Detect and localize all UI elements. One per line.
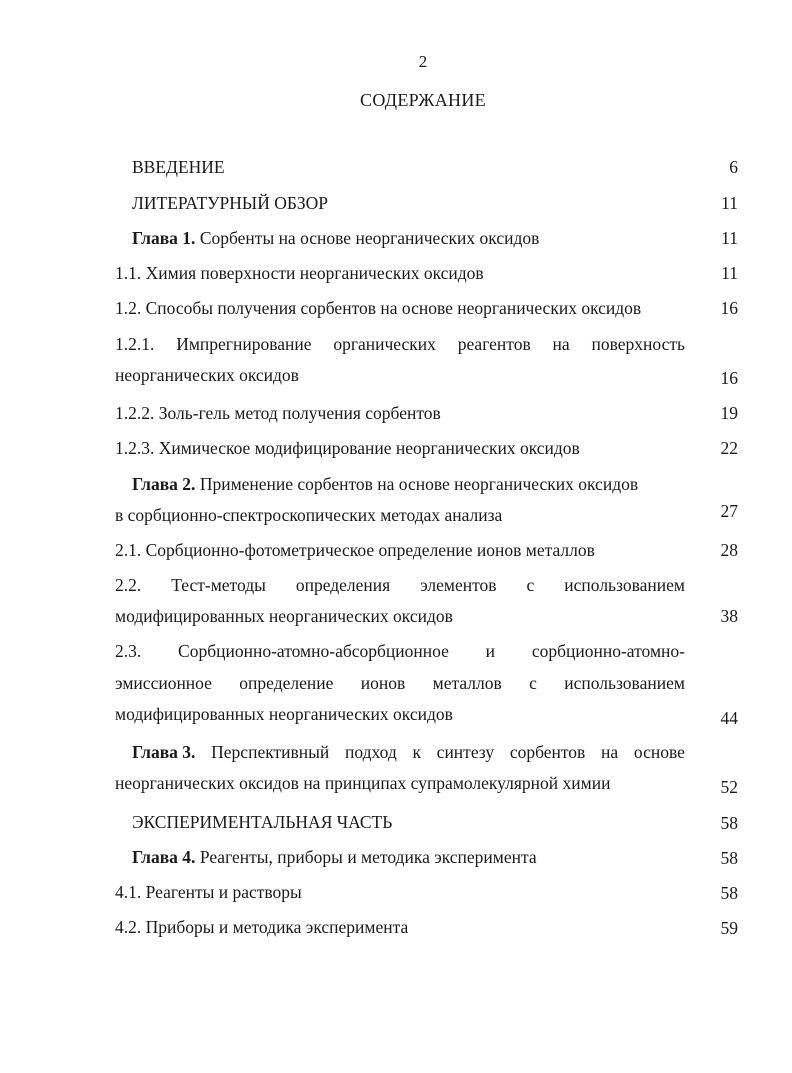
chapter-label: Глава 2. xyxy=(132,474,196,494)
toc-word: сорбционно-атомно- xyxy=(531,641,685,661)
toc-entry-section-2-2 xyxy=(115,574,685,596)
toc-word: металлов xyxy=(432,673,502,693)
toc-page: 6 xyxy=(729,157,738,177)
chapter-title: Применение сорбентов на основе неорганических оксидов xyxy=(195,474,639,494)
chapter-label: Глава 1. xyxy=(132,228,196,248)
chapter-label: Глава 4. xyxy=(132,847,196,867)
toc-word: Перспективный xyxy=(211,742,330,762)
toc-continuation: модифицированных неорганических оксидов xyxy=(115,704,453,724)
toc-entry-chapter-3 xyxy=(132,741,685,763)
chapter-title: Реагенты, приборы и методика эксперимента xyxy=(195,847,537,867)
toc-entry-section-1-2-3: 1.2.3. Химическое модифицирование неорганических оксидов xyxy=(115,438,580,458)
toc-entry-section-1-2-2: 1.2.2. Золь-гель метод получения сорбентов xyxy=(115,403,441,423)
toc-page: 11 xyxy=(721,228,738,248)
toc-page: 38 xyxy=(720,606,738,626)
toc-page: 52 xyxy=(720,777,738,797)
toc-word: реагентов xyxy=(457,334,531,354)
toc-entry-section-2-3 xyxy=(115,640,685,662)
toc-page: 59 xyxy=(720,918,738,938)
toc-word: сорбентов xyxy=(509,742,586,762)
chapter-label: Глава 3. xyxy=(132,742,196,762)
toc-page: 16 xyxy=(720,368,738,388)
toc-entry-section-1-2-1 xyxy=(115,333,685,355)
toc-word: элементов xyxy=(420,575,497,595)
toc-word: 2.3. xyxy=(115,641,142,661)
toc-word: ионов xyxy=(360,673,406,693)
toc-word: определения xyxy=(295,575,391,595)
toc-page: 58 xyxy=(720,848,738,868)
toc-entry-section-1-1: 1.1. Химия поверхности неорганических оксидов xyxy=(115,263,484,283)
toc-page: 58 xyxy=(720,813,738,833)
toc-word: на xyxy=(601,742,619,762)
toc-entry-literature-review: ЛИТЕРАТУРНЫЙ ОБЗОР xyxy=(132,193,329,213)
toc-word: синтезу xyxy=(436,742,495,762)
toc-entry-chapter-4 xyxy=(132,846,685,868)
toc-word: поверхность xyxy=(591,334,685,354)
toc-entry-chapter-2 xyxy=(132,473,685,495)
toc-word: эмиссионное xyxy=(115,673,212,693)
toc-word: и xyxy=(485,641,496,661)
toc-continuation: в сорбционно-спектроскопических методах анализа xyxy=(115,505,503,525)
toc-word: 2.2. xyxy=(115,575,142,595)
toc-entry-section-1-2: 1.2. Способы получения сорбентов на основе неорганических оксидов xyxy=(115,298,642,318)
toc-word: органических xyxy=(333,334,436,354)
toc-entry-experimental-part: ЭКСПЕРИМЕНТАЛЬНАЯ ЧАСТЬ xyxy=(132,812,393,832)
toc-word: на xyxy=(552,334,570,354)
page-number: 2 xyxy=(418,52,428,71)
toc-continuation: неорганических оксидов xyxy=(115,365,299,385)
toc-word: с xyxy=(529,673,537,693)
toc-page: 11 xyxy=(721,263,738,283)
toc-entry-chapter-1 xyxy=(132,227,685,249)
toc-page: 11 xyxy=(721,193,738,213)
toc-page: 19 xyxy=(720,403,738,423)
toc-entry-introduction: ВВЕДЕНИЕ xyxy=(132,157,225,177)
toc-word: с xyxy=(526,575,535,595)
toc-word: использованием xyxy=(564,673,685,693)
toc-word: использованием xyxy=(564,575,685,595)
toc-word: Импрегнирование xyxy=(176,334,312,354)
toc-page: 27 xyxy=(720,501,738,521)
toc-page: 58 xyxy=(720,883,738,903)
toc-word: определение xyxy=(239,673,334,693)
chapter-title: Сорбенты на основе неорганических оксидов xyxy=(195,228,540,248)
toc-continuation xyxy=(115,672,685,694)
toc-word: подход xyxy=(344,742,397,762)
toc-page: 16 xyxy=(720,298,738,318)
toc-word: Сорбционно-атомно-абсорбционное xyxy=(178,641,449,661)
toc-word: 1.2.1. xyxy=(115,334,155,354)
toc-page: 22 xyxy=(720,438,738,458)
toc-continuation: неорганических оксидов на принципах супрамолекулярной химии xyxy=(115,773,611,793)
toc-entry-section-4-1: 4.1. Реагенты и растворы xyxy=(115,882,302,902)
toc-entry-section-2-1: 2.1. Сорбционно-фотометрическое определение ионов металлов xyxy=(115,540,595,560)
toc-page: 28 xyxy=(720,540,738,560)
toc-word: Тест-методы xyxy=(171,575,266,595)
toc-word: основе xyxy=(633,742,685,762)
toc-entry-section-4-2: 4.2. Приборы и методика эксперимента xyxy=(115,917,409,937)
toc-continuation: модифицированных неорганических оксидов xyxy=(115,606,453,626)
toc-word: к xyxy=(412,742,421,762)
toc-page: 44 xyxy=(720,708,738,728)
toc-heading: СОДЕРЖАНИЕ xyxy=(360,90,486,110)
